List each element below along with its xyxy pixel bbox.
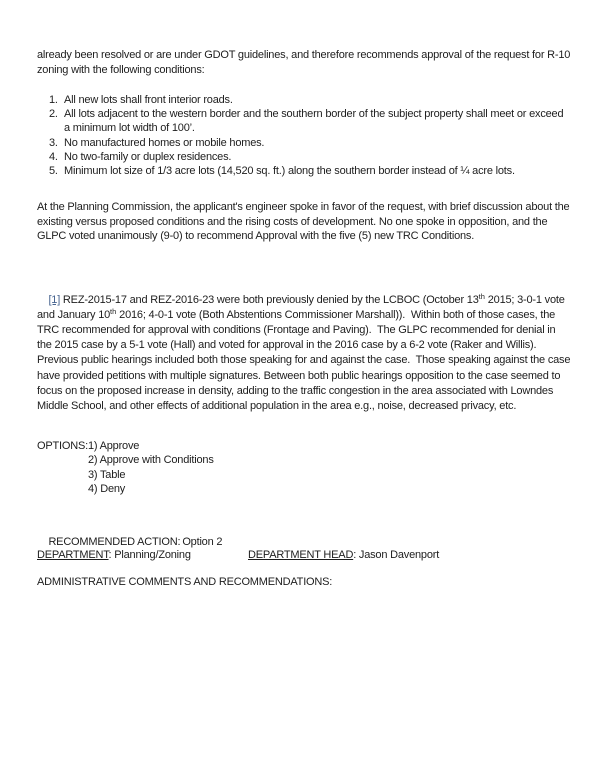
department-field (37, 549, 191, 561)
department-head-field (248, 548, 439, 563)
condition-list-item (37, 150, 571, 164)
condition-text: All lots adjacent to the western border and the southern border of the subject property shall meet or exceed a minimum lot width of 100’. (64, 108, 564, 135)
option-item: 2) Approve with Conditions (87, 454, 214, 467)
condition-text: Minimum lot size of 1/3 acre lots (14,520 sq. ft.) along the southern border instead of ¼ acre lots. (64, 165, 515, 178)
recommended-action-value: Option 2 (182, 535, 223, 548)
footnote-superscript: th (110, 307, 117, 317)
option-item: 1) Approve (87, 440, 140, 452)
condition-text: All new lots shall front interior roads. (64, 94, 233, 106)
footnote-text-segment: 2015; 3-0-1 vote and January 10 (37, 294, 568, 322)
condition-number: 2. (49, 108, 58, 121)
options-list (88, 439, 214, 497)
department-row (37, 548, 571, 563)
footnote-text-segment: 2016; 4-0-1 vote (Both Abstentions Commissioner Marshall)). Within both of those cases, the TRC recommended for approval with conditions (Frontage and Paving). The GLPC recommended for denial in the 2015 case by a 5-1 vote (Hall) and voted for approval in the 2016 case by a 6-2 vote (Raker and Willis). Previous public hearings included both those speaking for and against the case. Those speaking against the case have provided petitions with multiple signatures. Between both public hearings opposition to the case seemed to focus on the proposed increase in density, adding to the traffic congestion in the area associated with Lowndes Middle School, and other effects of additional population in the area e.g., noise, decreased privacy, etc. (37, 309, 574, 412)
condition-number: 3. (49, 136, 58, 149)
footnote-paragraph (37, 278, 574, 429)
admin-comments-heading: ADMINISTRATIVE COMMENTS AND RECOMMENDATIONS: (37, 576, 333, 588)
condition-number: 4. (49, 150, 58, 163)
option-item: 3) Table (87, 468, 126, 481)
condition-text: No two-family or duplex residences. (64, 150, 232, 163)
planning-commission-paragraph: At the Planning Commission, the applicant's engineer spoke in favor of the request, with brief discussion about the existing versus proposed conditions and the rising costs of development. No one spoke in opposition, and the GLPC voted unanimously (9-0) to recommend Approval with the five (5) new TRC Conditions. (37, 201, 573, 242)
option-item: 4) Deny (87, 483, 126, 496)
department-value: : Planning/Zoning (108, 549, 191, 561)
conditions-list (37, 93, 571, 178)
department-label: DEPARTMENT (37, 549, 109, 561)
department-head-value: : Jason Davenport (353, 549, 440, 561)
options-label: OPTIONS: (37, 440, 88, 452)
footnote-text-segment: REZ-2015-17 and REZ-2016-23 were both previously denied by the LCBOC (October 13 (60, 294, 479, 307)
condition-list-item (37, 136, 571, 150)
condition-list-item (37, 164, 571, 178)
footnote-ref-link[interactable]: [1] (48, 294, 61, 307)
condition-number: 1. (49, 94, 58, 106)
condition-list-item (37, 107, 571, 135)
footnote-superscript: th (478, 292, 485, 302)
footnote-body (37, 294, 573, 412)
condition-list-item (37, 93, 571, 107)
condition-text: No manufactured homes or mobile homes. (64, 136, 265, 149)
options-block (37, 439, 571, 497)
department-head-label: DEPARTMENT HEAD (248, 549, 354, 561)
condition-number: 5. (49, 165, 58, 178)
intro-paragraph: already been resolved or are under GDOT guidelines, and therefore recommends approval of the request for R-10 zoning with the following conditions: (37, 49, 574, 76)
recommended-action-label: RECOMMENDED ACTION: (48, 535, 181, 548)
